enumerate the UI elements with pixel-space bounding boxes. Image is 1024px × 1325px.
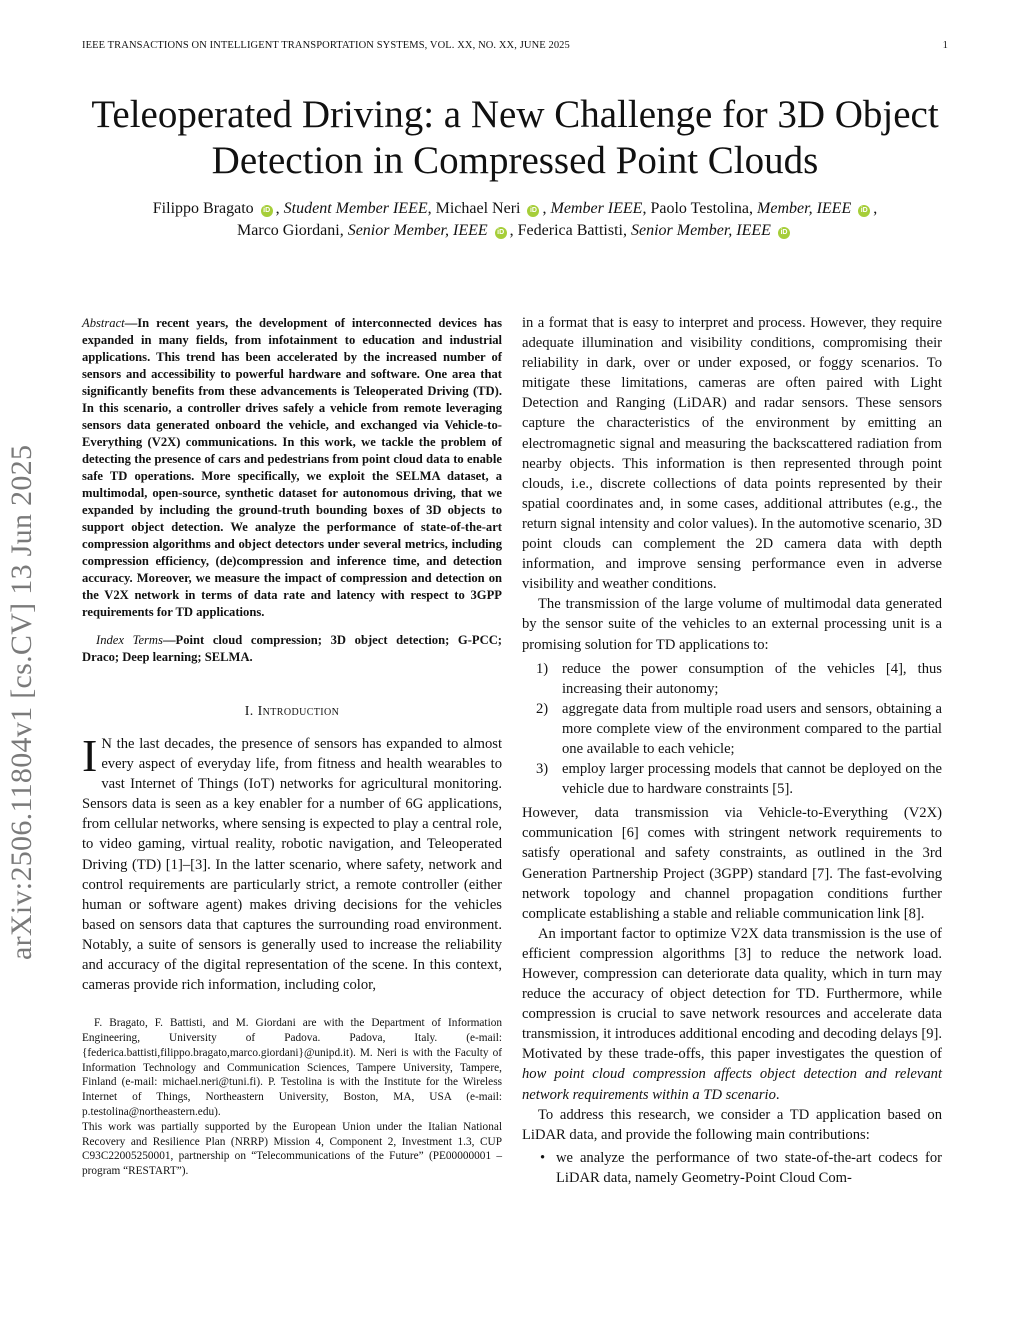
section-heading xyxy=(82,704,502,720)
paragraph: in a format that is easy to interpret and process. However, they require adequate illumination and visibility conditions, compromising their reliability in dark, over or under exposed, or foggy scenarios. To mitigate these limitations, cameras are often paired with Light Detection and Ranging (LiDAR) and radar sensors. These sensors capture the characteristics of the environment by emitting an electromagnetic signal and measuring the backscattered radiation from nearby objects. This information is then represented through point clouds, i.e., discrete collections of data points represented by their spatial coordinates and, in some cases, additional attributes (e.g., the return signal intensity and color values). In the automotive scenario, 3D point clouds can complement the 2D camera data with depth information, and improve sensing performance even in adverse visibility and weather conditions. xyxy=(522,315,942,593)
paragraph-text: An important factor to optimize V2X data transmission is the use of efficient compression algorithms [3] to reduce the network load. However, compression can deteriorate data quality, which in turn may reduce the accuracy of object detection for TD. Furthermore, while compression is crucial to save network resources and accelerate data transmission, it introduces additional encoding and decoding delays [9]. Motivated by these trade-offs, this paper investigates the question of xyxy=(522,925,942,1063)
arxiv-stamp: arXiv:2506.11804v1 [cs.CV] 13 Jun 2025 xyxy=(5,444,38,960)
list-item-text: reduce the power consumption of the vehicles [4], thus increasing their autonomy; xyxy=(562,660,942,697)
section-title: Introduction xyxy=(257,704,340,719)
page-number: 1 xyxy=(942,40,948,51)
bullet-text: we analyze the performance of two state-of-the-art codecs for LiDAR data, namely Geometry-Point Cloud Com- xyxy=(556,1149,942,1186)
paper-title: Teleoperated Driving: a New Challenge for 3D Object Detection in Compressed Point Clouds xyxy=(91,93,939,182)
drop-cap: I xyxy=(82,730,98,781)
paragraph: However, data transmission via Vehicle-to-Everything (V2X) communication [6] comes with stringent network requirements to satisfy operational and safety constraints, as outlined in the 3rd Generation Partnership Project (3GPP) standard [7]. The fast-evolving network topology and channel propagation conditions further complicate establishing a stable and reliable communication link [8]. xyxy=(522,805,942,922)
section-number: I. xyxy=(244,704,258,719)
author-name: Michael Neri xyxy=(435,200,521,217)
list-item xyxy=(522,759,942,799)
author-role: Member IEEE xyxy=(550,200,643,217)
intro-text: N the last decades, the presence of sensors has expanded to almost every aspect of everyday life, from fitness and health wearables to vast Internet of Things (IoT) networks for agricultural monitoring. Sensors data is seen as a key enabler for a number of 6G applications, from cellular networks, where sensing is expected to play a central role, to video gaming, virtual reality, robotic navigation, and Teleoperated Driving (TD) [1]–[3]. In the latter scenario, where safety, network and control requirements are particularly strict, a remote controller (either human or software agent) makes driving decisions for the vehicles based on sensors data that captures the surrounding road environment. Notably, a suite of sensors is generally used to increase the reliability and accuracy of the digital representation of the scene. In this context, cameras provide rich information, including color, xyxy=(82,736,502,994)
author-role: Senior Member, IEEE xyxy=(347,222,488,239)
author-name: Federica Battisti xyxy=(517,222,623,239)
list-item-text: employ larger processing models that cannot be deployed on the vehicle due to hardware constraints [5]. xyxy=(562,761,942,798)
list-number: 1) xyxy=(536,660,549,677)
paragraph xyxy=(522,924,942,1105)
list-item xyxy=(522,659,942,699)
numbered-list xyxy=(522,659,942,800)
intro-paragraph xyxy=(82,730,502,995)
orcid-icon[interactable]: iD xyxy=(527,205,539,217)
orcid-icon[interactable]: iD xyxy=(495,227,507,239)
running-head-text: IEEE TRANSACTIONS ON INTELLIGENT TRANSPORTATION SYSTEMS, VOL. XX, NO. XX, JUNE 2025 xyxy=(82,40,570,51)
index-terms-label: Index Terms xyxy=(96,633,163,647)
list-number: 3) xyxy=(536,761,549,778)
bullet-item xyxy=(522,1148,942,1188)
left-column xyxy=(82,315,502,1179)
abstract-label: Abstract xyxy=(82,316,125,330)
list-item xyxy=(522,699,942,759)
author-name: Filippo Bragato xyxy=(152,200,254,217)
paragraph-end: . xyxy=(775,1086,780,1103)
abstract xyxy=(82,315,502,621)
research-question: how point cloud compression affects object detection and relevant network requirements within a TD scenario xyxy=(522,1066,942,1103)
list-number: 2) xyxy=(536,700,549,717)
footnotes xyxy=(82,1016,502,1179)
author-role: Member, IEEE xyxy=(757,200,852,217)
author-role: Student Member IEEE xyxy=(283,200,428,217)
abstract-text: —In recent years, the development of interconnected devices has expanded in many fields, from infotainment to education and industrial applications. This trend has been accelerated by the increased number of sensors and accessibility to powerful hardware and software. One area that significantly benefits from these advancements is Teleoperated Driving (TD). In this scenario, a controller drives safely a vehicle from remote leveraging sensors data generated onboard the vehicle, and exchanged via Vehicle-to-Everything (V2X) communications. In this work, we tackle the problem of detecting the presence of cars and pedestrians from point cloud data to enable safe TD operations. More specifically, we exploit the SELMA dataset, a multimodal, open-source, synthetic dataset for autonomous driving, that we expanded by including the ground-truth bounding boxes of 3D objects to support object detection. We analyze the performance of state-of-the-art compression algorithms and object detectors under several metrics, including compression efficiency, (de)compression and inference time, and detection accuracy. Moreover, we measure the impact of compression and detection on the V2X network in terms of data rate and latency with respect to 3GPP requirements for TD applications. xyxy=(82,316,502,619)
orcid-icon[interactable]: iD xyxy=(778,227,790,239)
right-column xyxy=(522,313,942,1188)
paragraph: To address this research, we consider a TD application based on LiDAR data, and provide the following main contributions: xyxy=(522,1106,942,1143)
author-list: Filippo Bragato iD , Student Member IEEE, Michael Neri iD , Member IEEE, Paolo Testolina, Member, IEEE iD , Marco Giordani, Senior Member, IEEE iD , Federica Battisti, Senior Member, IEEE iD xyxy=(152,200,878,239)
funding-footnote: This work was partially supported by the European Union under the Italian National Recovery and Resilience Plan (NRRP) Mission 4, Component 2, Investment 1.3, CUP C93C22005250001, partnership on “Telecommunications of the Future” (PE00000001 – program “RESTART”). xyxy=(82,1120,502,1178)
bullet-icon: • xyxy=(540,1149,546,1166)
orcid-icon[interactable]: iD xyxy=(261,205,273,217)
paragraph: The transmission of the large volume of multimodal data generated by the sensor suite of the vehicles to an external processing unit is a promising solution for TD applications to: xyxy=(522,596,942,653)
author-name: Marco Giordani xyxy=(237,222,340,239)
author-role: Senior Member, IEEE xyxy=(630,222,771,239)
author-name: Paolo Testolina xyxy=(650,200,750,217)
index-terms-text: —Point cloud compression; 3D object detection; G-PCC; Draco; Deep learning; SELMA. xyxy=(82,633,502,664)
affiliation-footnote: F. Bragato, F. Battisti, and M. Giordani are with the Department of Information Engineering, University of Padova. Padova, Italy. (e-mail: {federica.battisti,filippo.bragato,marco.giordani}@unipd.it). M. Neri is with the Faculty of Information Technology and Communication Sciences, Tampere University, Tampere, Finland (e-mail: michael.neri@tuni.fi). P. Testolina is with the Institute for the Wireless Internet of Things, Northeastern University, Boston, MA, USA (e-mail: p.testolina@northeastern.edu). xyxy=(82,1017,502,1118)
orcid-icon[interactable]: iD xyxy=(858,205,870,217)
index-terms xyxy=(82,632,502,666)
running-header xyxy=(82,40,948,56)
list-item-text: aggregate data from multiple road users and sensors, obtaining a more complete view of the environment compared to the partial one available to each vehicle; xyxy=(562,700,942,757)
